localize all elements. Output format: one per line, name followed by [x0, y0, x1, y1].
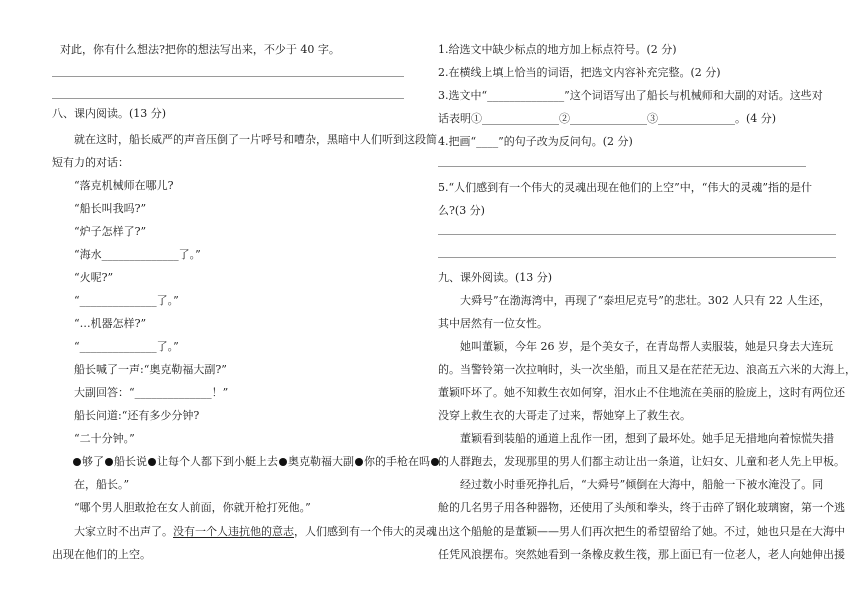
- question-3: 3.选文中“______________”这个词语写出了船长与机械师和大副的对话。这些对: [438, 89, 823, 102]
- dialogue-line: 大副回答：“______________！”: [74, 386, 229, 399]
- dialogue-line: “船长叫我吗?”: [74, 202, 147, 215]
- reading-line: 舱的几名男子用各种器物，还使用了头颅和拳头，终于击碎了钢化玻璃窗，第一个逃: [438, 501, 845, 514]
- dialogue-line: “火呢?”: [74, 271, 114, 284]
- dialogue-line: “落克机械师在哪儿?: [74, 179, 174, 192]
- missing-punctuation-mark[interactable]: [105, 458, 113, 466]
- dialogue-line: 在，船长。”: [74, 478, 130, 491]
- dialogue-line: “海水______________了。”: [74, 248, 201, 261]
- missing-punctuation-mark[interactable]: [279, 458, 287, 466]
- dialogue-line: “______________了。”: [74, 340, 179, 353]
- reading-line: 的人群跑去，发现那里的男人们都主动让出一条道，让妇女、儿童和老人先上甲板。: [438, 455, 845, 468]
- question-5: 5.“人们感到有一个伟大的灵魂出现在他们的上空”中，“伟大的灵魂”指的是什: [438, 181, 812, 194]
- section-8-title: 八、课内阅读。(13 分): [52, 107, 167, 120]
- underlined-sentence: 没有一个人违抗他的意志: [173, 525, 294, 538]
- paragraph-line: 就在这时，船长威严的声音压倒了一片呼号和嘈杂，黑暗中人们听到这段简: [74, 133, 437, 146]
- dialogue-line: 船长喊了一声:“奥克勒福大副?”: [74, 363, 227, 376]
- paragraph-line: 短有力的对话：: [52, 156, 129, 169]
- answer-line[interactable]: [438, 257, 836, 258]
- reading-line: 任凭风浪摆布。突然她看到一条橡皮救生筏，那上面已有一位老人，老人向她伸出援: [438, 548, 845, 561]
- answer-line[interactable]: [52, 98, 404, 99]
- paragraph-line: 出现在他们的上空。: [52, 548, 151, 561]
- reading-line: 董颖看到装船的通道上乱作一团，想到了最坏处。她手足无措地向着惊慌失措: [460, 432, 834, 445]
- dialogue-line: “______________了。”: [74, 294, 179, 307]
- dialogue-line: “二十分钟。”: [74, 432, 135, 445]
- question-prompt: 对此，你有什么想法?把你的想法写出来，不少于 40 字。: [60, 43, 340, 56]
- dialogue-line: “哪个男人胆敢抢在女人前面，你就开枪打死他。”: [74, 501, 311, 514]
- question-4: 4.把画“____”的句子改为反问句。(2 分): [438, 135, 633, 148]
- section-9-title: 九、课外阅读。(13 分): [438, 271, 553, 284]
- missing-punctuation-mark[interactable]: [355, 458, 363, 466]
- paragraph-line: 大家立时不出声了。没有一个人违抗他的意志，人们感到有一个伟大的灵魂: [74, 525, 437, 538]
- answer-line[interactable]: [438, 234, 836, 235]
- missing-punctuation-mark[interactable]: [73, 458, 81, 466]
- reading-line: 大舜号”在渤海湾中，再现了“泰坦尼克号”的悲壮。302 人只有 22 人生还，: [460, 294, 831, 307]
- dialogue-line: “炉子怎样了?”: [74, 225, 147, 238]
- reading-line: 其中居然有一位女性。: [438, 317, 548, 330]
- reading-line: 她叫董颖，今年 26 岁，是个美女子，在青岛帮人卖服装，她是只身去大连玩: [460, 340, 833, 353]
- reading-line: 出这个船舱的是董颖——男人们再次把生的希望留给了她。不过，她也只是在大海中: [438, 525, 845, 538]
- reading-line: 董颖吓坏了。她不知救生衣如何穿，泪水止不住地流在美丽的脸庞上，这时有两位还: [438, 386, 845, 399]
- answer-line[interactable]: [52, 76, 404, 77]
- dialogue-line: 船长问道:“还有多少分钟?: [74, 409, 200, 422]
- reading-line: 的。当警铃第一次拉响时，头一次坐船，而且又是在茫茫无边、浪高五六米的大海上，: [438, 363, 856, 376]
- dialogue-line: “…机器怎样?”: [74, 317, 147, 330]
- punctuation-gap-line: 够了 船长说 让每个人都下到小艇上去 奥克勒福大副 你的手枪在吗: [72, 454, 440, 470]
- reading-line: 没穿上救生衣的大哥走了过来，帮她穿上了救生衣。: [438, 409, 691, 422]
- question-1: 1.给选文中缺少标点的地方加上标点符号。(2 分): [438, 43, 677, 56]
- question-3-cont: 话表明①______________②______________③______________。(4 分): [438, 112, 777, 125]
- missing-punctuation-mark[interactable]: [148, 458, 156, 466]
- question-2: 2.在横线上填上恰当的词语，把选文内容补充完整。(2 分): [438, 66, 721, 79]
- reading-line: 经过数小时垂死挣扎后，“大舜号”倾倒在大海中，船舱一下被水淹没了。同: [460, 478, 824, 491]
- question-5-cont: 么?(3 分): [438, 204, 485, 217]
- answer-line[interactable]: [438, 166, 806, 167]
